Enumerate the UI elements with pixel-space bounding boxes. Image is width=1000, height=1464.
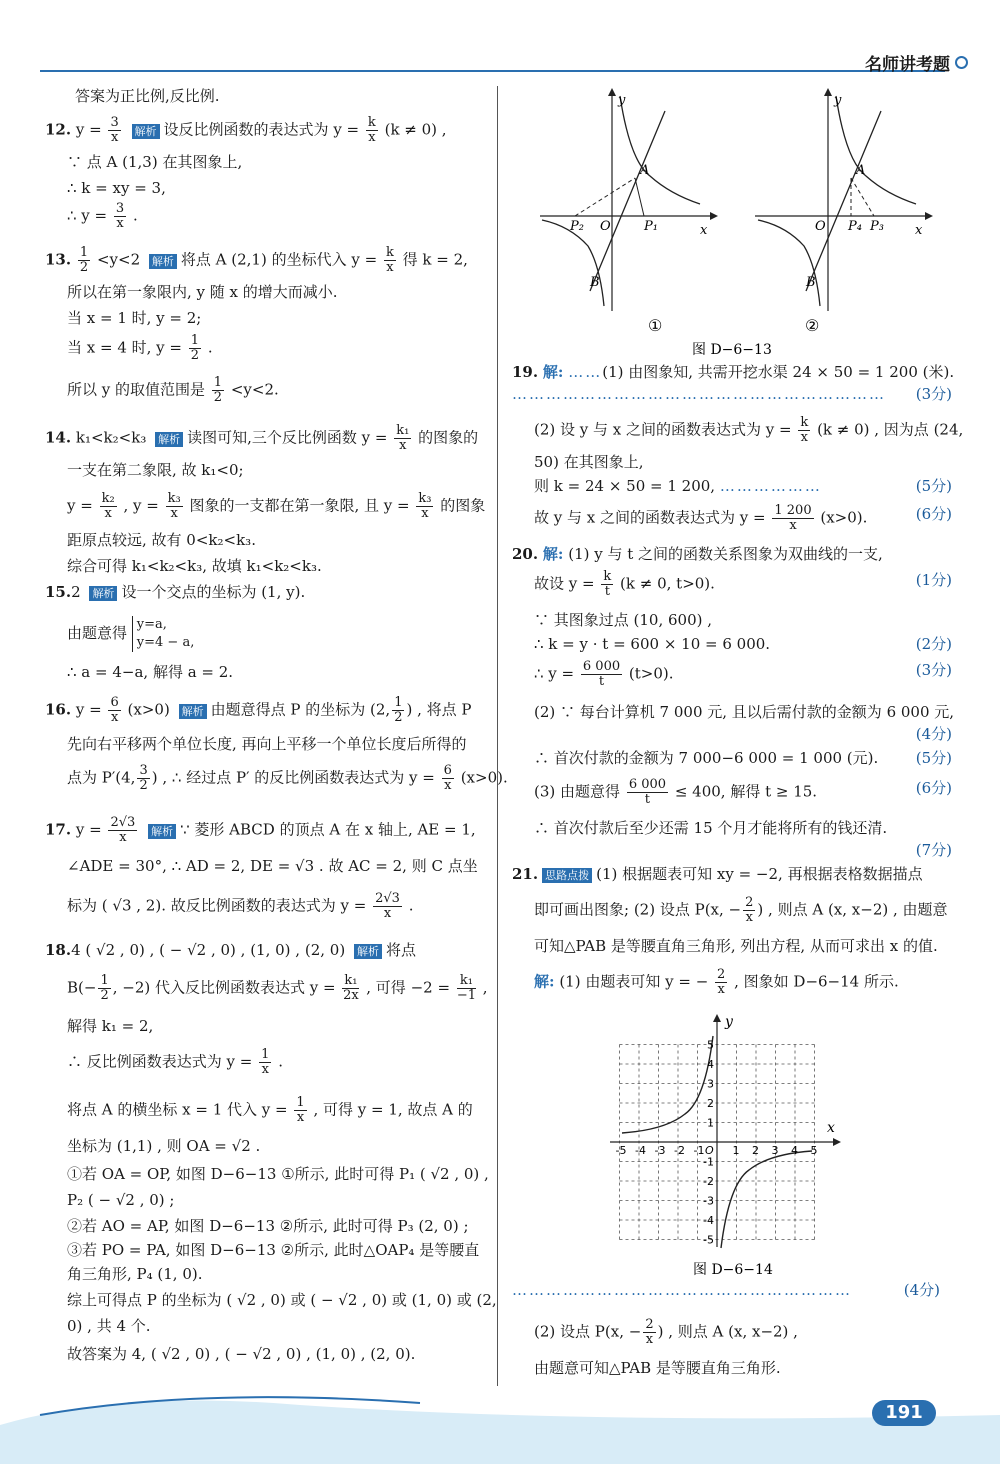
- q21-line1: 21. 思路点拨 (1) 根据题表可知 xy = −2, 再根据表格数据描点: [512, 865, 923, 883]
- svg-text:P₁: P₁: [644, 219, 658, 234]
- figure-d-6-13: [530, 86, 960, 366]
- header-rule: [40, 70, 945, 72]
- y-tick-label: 5: [707, 1038, 714, 1052]
- x-tick-label: -2: [674, 1144, 685, 1157]
- q18-line5: 将点 A 的横坐标 x = 1 代入 y = $\frac{1}{x}$ , 可得 y = 1, 故点 A 的: [67, 1095, 473, 1125]
- q20-line2: 故设 y = $\frac{k}{t}$ (k ≠ 0, t>0). (1分): [534, 569, 952, 599]
- q18-line10: ③若 PO = PA, 如图 D−6−13 ②所示, 此时△OAP₄ 是等腰直: [67, 1241, 480, 1259]
- y-tick-label: -1: [703, 1155, 714, 1169]
- q13-line2: 所以在第一象限内, y 随 x 的增大而减小.: [67, 283, 338, 301]
- svg-text:y: y: [834, 93, 842, 108]
- q21-line4: 解: (1) 由题表可知 y = − $\frac{2}{x}$ , 图象如 D−6−14 所示.: [534, 967, 899, 997]
- q12-line4: ∴ y = $\frac{3}{x}$ .: [67, 201, 138, 231]
- q16-line3: 点为 P′(4, $\frac{3}{2}$ ) , ∴ 经过点 P′ 的反比例函数表达式为 y = $\frac{6}{x}$ (x>0).: [67, 763, 508, 793]
- x-tick-label: -1: [693, 1144, 705, 1157]
- svg-text:P₄: P₄: [848, 219, 862, 234]
- svg-text:x: x: [700, 223, 708, 238]
- y-tick-label: 2: [707, 1097, 714, 1110]
- origin-label: O: [705, 1144, 714, 1157]
- diagram-2: [755, 88, 933, 335]
- q14-line4: 距原点较远, 故有 0<k₂<k₃.: [67, 531, 256, 549]
- y-axis-arrow: [713, 1014, 721, 1022]
- header-circle-icon: [955, 56, 968, 69]
- q18-line4: ∴ 反比例函数表达式为 y = $\frac{1}{x}$ .: [67, 1047, 283, 1077]
- q19-line3: 50) 在其图象上,: [534, 453, 644, 471]
- q20-line3: ∵ 其图象过点 (10, 600) ,: [534, 611, 713, 629]
- svg-text:y: y: [618, 93, 626, 108]
- svg-text:P₃: P₃: [870, 219, 884, 234]
- curve-branch-2: [622, 1036, 713, 1133]
- y-tick-label: -3: [703, 1194, 714, 1208]
- q15-line2: 由题意得 y=a, y=4 − a,: [67, 617, 195, 650]
- page-number: 191: [872, 1400, 936, 1426]
- q13-line3: 当 x = 1 时, y = 2;: [67, 309, 202, 327]
- q14-line2: 一支在第二象限, 故 k₁<0;: [67, 461, 244, 479]
- svg-text:A: A: [640, 163, 650, 178]
- y-tick-label: -2: [703, 1175, 714, 1188]
- x-tick-label: -4: [635, 1144, 646, 1157]
- x-tick-label: 1: [732, 1144, 740, 1157]
- svg-text:A: A: [856, 163, 866, 178]
- footer-wave: [0, 1385, 1000, 1464]
- svg-text:B: B: [806, 275, 816, 290]
- q20-line5: ∴ y = $\frac{6 000}{t}$ (t>0). (3分): [534, 659, 952, 689]
- q14-line1: 14. k₁<k₂<k₃ 解析 读图可知,三个反比例函数 y = $\frac{\text{k₁}}{x}$ 的图象的: [45, 423, 479, 453]
- figure-d-6-14: [605, 1012, 845, 1292]
- q13-line5: 所以 y 的取值范围是 $\frac{1}{2}$ <y<2.: [67, 375, 279, 405]
- q19-line4: 则 k = 24 × 50 = 1 200, ……………… (5分): [534, 477, 952, 495]
- q18-line2: B(− $\frac{1}{2}$ , −2) 代入反比例函数表达式 y = $\frac{\text{k₁}}{2x}$ , 可得 −2 = $\frac{\text{k₁}}{-1}$ ,: [67, 973, 488, 1003]
- q18-line14: 故答案为 4, ( √2 , 0) , ( − √2 , 0) , (1, 0) , (2, 0).: [67, 1345, 416, 1363]
- svg-text:①: ①: [648, 316, 663, 335]
- q12-line3: ∴ k = xy = 3,: [67, 179, 166, 197]
- q21-score4: …………………………………………………… (4分): [512, 1281, 940, 1299]
- y-tick-label: 4: [707, 1058, 714, 1071]
- y-tick-label: 1: [707, 1116, 714, 1130]
- q17-line2: ∠ADE = 30°, ∴ AD = 2, DE = √3 . 故 AC = 2, 则 C 点坐: [67, 857, 478, 875]
- y-tick-label: -4: [703, 1214, 714, 1227]
- q20-line6: (2) ∵ 每台计算机 7 000 元, 且以后需付款的金额为 6 000 元,: [534, 703, 955, 721]
- y-label: y: [725, 1014, 733, 1030]
- y-tick-label: -5: [703, 1233, 714, 1247]
- figure-14-caption: 图 D−6−14: [693, 1262, 773, 1278]
- x-label: x: [827, 1120, 835, 1136]
- x-tick-label: 4: [791, 1144, 798, 1157]
- x-tick-label: -5: [615, 1144, 627, 1157]
- q20-line9: ∴ 首次付款后至少还需 15 个月才能将所有的钱还清.: [534, 819, 888, 837]
- q18-line7: ①若 OA = OP, 如图 D−6−13 ①所示, 此时可得 P₁ ( √2 , 0) ,: [67, 1165, 489, 1183]
- hint-tag: 思路点拨: [542, 868, 592, 883]
- svg-text:②: ②: [805, 316, 820, 335]
- q19-line1: 19. 解: ……(1) 由图象知, 共需开挖水渠 24 × 50 = 1 200 (米).: [512, 363, 955, 381]
- q17-line1: 17. y = $\frac{2√3}{x}$ 解析 ∵ 菱形 ABCD 的顶点 A 在 x 轴上, AE = 1,: [45, 815, 476, 845]
- q13-line4: 当 x = 4 时, y = $\frac{1}{2}$ .: [67, 333, 213, 363]
- svg-text:O: O: [600, 219, 611, 234]
- q18-line6: 坐标为 (1,1) , 则 OA = √2 .: [67, 1137, 261, 1155]
- q21-line5: (2) 设点 P(x, − $\frac{2}{x}$ ) , 则点 A (x, x−2) ,: [534, 1317, 798, 1347]
- q16-line2: 先向右平移两个单位长度, 再向上平移一个单位长度后所得的: [67, 735, 467, 753]
- x-tick-label: 5: [810, 1144, 818, 1157]
- q21-line6: 由题意可知△PAB 是等腰直角三角形.: [534, 1359, 781, 1377]
- svg-text:P₂: P₂: [570, 219, 584, 234]
- y-tick-label: 3: [707, 1077, 714, 1091]
- figure-13-caption: 图 D−6−13: [692, 342, 772, 358]
- q16-line1: 16. y = $\frac{6}{x}$ (x>0) 解析 由题意得点 P 的坐标为 (2, $\frac{1}{2}$ ) , 将点 P: [45, 695, 472, 725]
- q18-line9: ②若 AO = AP, 如图 D−6−13 ②所示, 此时可得 P₃ (2, 0) ;: [67, 1217, 469, 1235]
- curve-branch-4: [721, 1151, 812, 1248]
- svg-text:O: O: [815, 219, 826, 234]
- column-divider: [497, 86, 498, 1386]
- q15-line3: ∴ a = 4−a, 解得 a = 2.: [67, 663, 234, 681]
- q18-line1: 18.4 ( √2 , 0) , ( − √2 , 0) , (1, 0) , (2, 0) 解析 将点: [45, 941, 416, 959]
- q12-line1: 12. y = $\frac{3}{x}$ 解析 设反比例函数的表达式为 y = $\frac{k}{x}$ (k ≠ 0) ,: [45, 115, 447, 145]
- diagram-1: [540, 88, 718, 335]
- q21-line2: 即可画出图象; (2) 设点 P(x, − $\frac{2}{x}$ ) , 则点 A (x, x−2) , 由题意: [534, 895, 948, 925]
- svg-text:x: x: [915, 223, 923, 238]
- analysis-tag: 解析: [132, 124, 160, 139]
- q19-score3: ………………………………………………………… (3分): [512, 385, 952, 403]
- x-tick-label: -3: [654, 1144, 666, 1157]
- q18-line13: 0) , 共 4 个.: [67, 1317, 151, 1335]
- q17-line3: 标为 ( √3 , 2). 故反比例函数的表达式为 y = $\frac{2√3}{x}$ .: [67, 891, 414, 921]
- q18-line12: 综上可得点 P 的坐标为 ( √2 , 0) 或 ( − √2 , 0) 或 (1, 0) 或 (2,: [67, 1291, 497, 1309]
- x-axis-arrow: [833, 1138, 841, 1146]
- q18-line8: P₂ ( − √2 , 0) ;: [67, 1191, 175, 1209]
- svg-text:B: B: [590, 275, 600, 290]
- q18-line3: 解得 k₁ = 2,: [67, 1017, 154, 1035]
- q13-line1: 13. $\frac{1}{2}$ <y<2 解析 将点 A (2,1) 的坐标代入 y = $\frac{k}{x}$ 得 k = 2,: [45, 245, 468, 275]
- q12-line2: ∵ 点 A (1,3) 在其图象上,: [67, 153, 243, 171]
- x-tick-label: 2: [752, 1144, 759, 1157]
- q18-line11: 角三角形, P₄ (1, 0).: [67, 1265, 203, 1283]
- answer-line: 答案为正比例,反比例.: [75, 87, 220, 105]
- header-title: 名师讲考题: [865, 55, 950, 75]
- q20-line8: (3) 由题意得 $\frac{6 000}{t}$ ≤ 400, 解得 t ≥ 15. (6分): [534, 777, 952, 807]
- q19-line2: (2) 设 y 与 x 之间的函数表达式为 y = $\frac{k}{x}$ (k ≠ 0) , 因为点 (24,: [534, 415, 964, 445]
- q14-line5: 综合可得 k₁<k₂<k₃, 故填 k₁<k₂<k₃.: [67, 557, 322, 575]
- x-tick-label: 3: [771, 1144, 779, 1157]
- q14-line3: y = $\frac{\text{k₂}}{x}$ , y = $\frac{\text{k₃}}{x}$ 图象的一支都在第一象限, 且 y = $\frac{\text{k₃}}{x}$ 的图象: [67, 491, 486, 521]
- q19-line5: 故 y 与 x 之间的函数表达式为 y = $\frac{1 200}{x}$ (x>0). (6分): [534, 503, 952, 533]
- q21-line3: 可知△PAB 是等腰直角三角形, 列出方程, 从而可求出 x 的值.: [534, 937, 938, 955]
- q20-line7: ∴ 首次付款的金额为 7 000−6 000 = 1 000 (元). (5分): [534, 749, 952, 767]
- q20-line4: ∴ k = y · t = 600 × 10 = 6 000. (2分): [534, 635, 952, 653]
- q15-line1: 15.2 解析 设一个交点的坐标为 (1, y).: [45, 583, 306, 601]
- q20-line1: 20. 解: (1) y 与 t 之间的函数关系图象为双曲线的一支,: [512, 545, 883, 563]
